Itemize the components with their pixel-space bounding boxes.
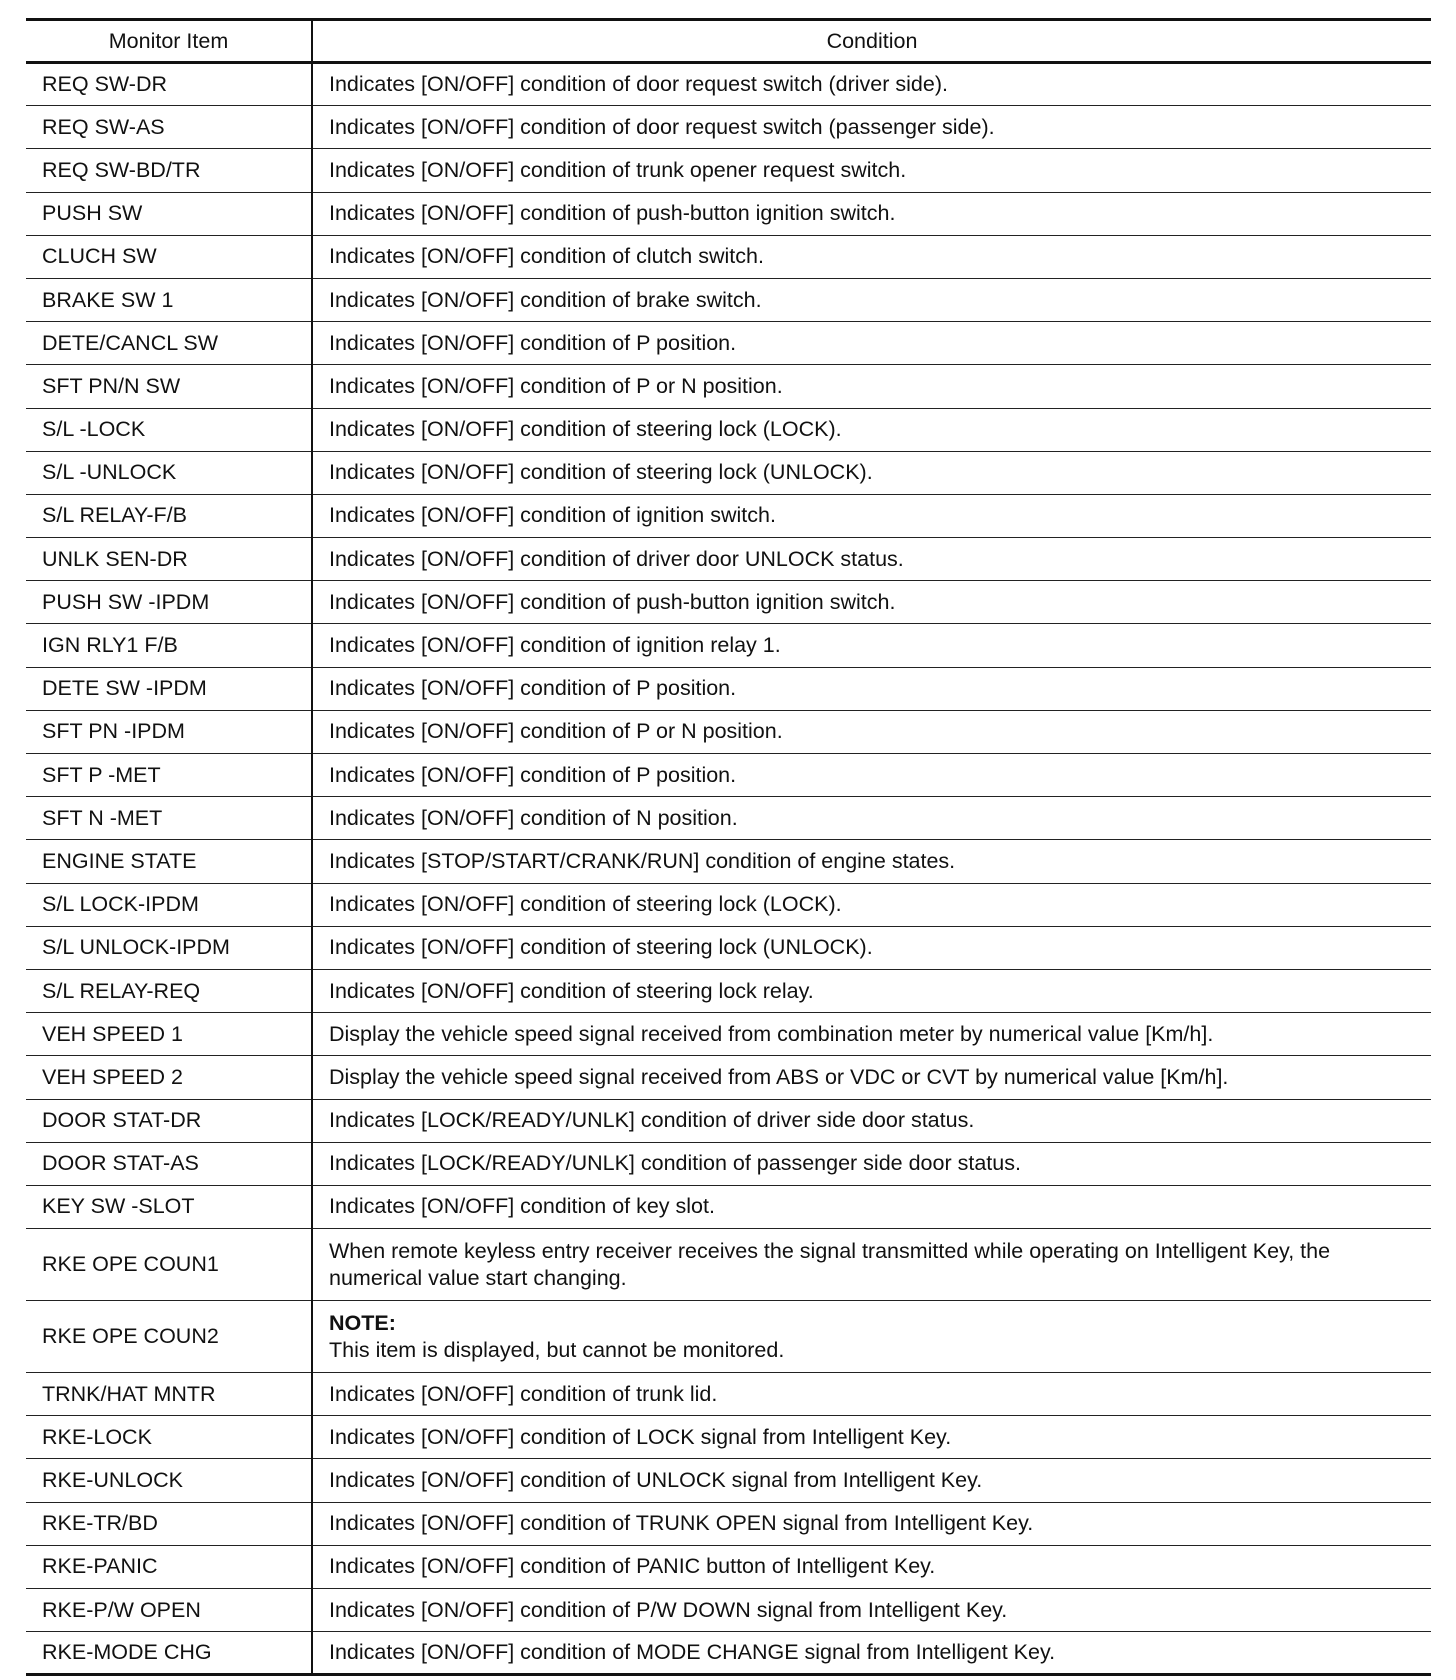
monitor-item-cell: REQ SW-DR — [26, 63, 312, 106]
condition-cell: Indicates [ON/OFF] condition of trunk lid. — [312, 1373, 1431, 1416]
table-row — [26, 1301, 1431, 1373]
table-row — [26, 1459, 1431, 1502]
table-row — [26, 969, 1431, 1012]
monitor-item-cell: S/L RELAY-F/B — [26, 494, 312, 537]
monitor-item-cell: RKE-UNLOCK — [26, 1459, 312, 1502]
condition-cell: Indicates [ON/OFF] condition of ignition relay 1. — [312, 624, 1431, 667]
condition-cell: Indicates [ON/OFF] condition of key slot. — [312, 1185, 1431, 1228]
table-row — [26, 278, 1431, 321]
monitor-item-cell: PUSH SW — [26, 192, 312, 235]
table-row — [26, 1502, 1431, 1545]
note-label: NOTE: — [329, 1310, 396, 1335]
header-condition: Condition — [312, 20, 1431, 63]
monitor-item-cell: SFT N -MET — [26, 797, 312, 840]
condition-cell: Indicates [ON/OFF] condition of steering lock (LOCK). — [312, 883, 1431, 926]
condition-cell: Indicates [ON/OFF] condition of UNLOCK signal from Intelligent Key. — [312, 1459, 1431, 1502]
condition-cell: Indicates [STOP/START/CRANK/RUN] condition of engine states. — [312, 840, 1431, 883]
condition-cell — [312, 1301, 1431, 1373]
table-row — [26, 408, 1431, 451]
condition-cell: Indicates [ON/OFF] condition of steering lock (UNLOCK). — [312, 451, 1431, 494]
monitor-item-cell: DOOR STAT-DR — [26, 1099, 312, 1142]
condition-cell: Indicates [ON/OFF] condition of brake switch. — [312, 278, 1431, 321]
header-row — [26, 20, 1431, 63]
monitor-item-cell: S/L RELAY-REQ — [26, 969, 312, 1012]
table-row — [26, 538, 1431, 581]
condition-cell: Indicates [ON/OFF] condition of P position. — [312, 322, 1431, 365]
monitor-item-cell: TRNK/HAT MNTR — [26, 1373, 312, 1416]
monitor-item-cell: RKE-PANIC — [26, 1545, 312, 1588]
table-row — [26, 1056, 1431, 1099]
table-row — [26, 106, 1431, 149]
monitor-item-cell: SFT PN/N SW — [26, 365, 312, 408]
table-header — [26, 20, 1431, 63]
table-row — [26, 581, 1431, 624]
monitor-item-cell: S/L LOCK-IPDM — [26, 883, 312, 926]
condition-cell: Indicates [ON/OFF] condition of N position. — [312, 797, 1431, 840]
monitor-item-cell: SFT PN -IPDM — [26, 710, 312, 753]
table-row — [26, 754, 1431, 797]
condition-cell: Indicates [ON/OFF] condition of push-button ignition switch. — [312, 192, 1431, 235]
condition-cell: Display the vehicle speed signal received from combination meter by numerical value [Km/h]. — [312, 1013, 1431, 1056]
condition-cell: Indicates [ON/OFF] condition of P position. — [312, 667, 1431, 710]
monitor-item-cell: DOOR STAT-AS — [26, 1142, 312, 1185]
monitor-item-cell: DETE SW -IPDM — [26, 667, 312, 710]
table-row — [26, 797, 1431, 840]
monitor-item-cell: SFT P -MET — [26, 754, 312, 797]
condition-cell: Indicates [LOCK/READY/UNLK] condition of passenger side door status. — [312, 1142, 1431, 1185]
monitor-item-cell: CLUCH SW — [26, 235, 312, 278]
monitor-item-cell: RKE-LOCK — [26, 1416, 312, 1459]
table-row — [26, 667, 1431, 710]
condition-cell: Indicates [ON/OFF] condition of steering lock relay. — [312, 969, 1431, 1012]
table-row — [26, 192, 1431, 235]
monitor-item-cell: REQ SW-AS — [26, 106, 312, 149]
condition-cell: Indicates [ON/OFF] condition of P or N position. — [312, 365, 1431, 408]
condition-cell: Indicates [LOCK/READY/UNLK] condition of driver side door status. — [312, 1099, 1431, 1142]
condition-cell: Indicates [ON/OFF] condition of door request switch (passenger side). — [312, 106, 1431, 149]
table-row — [26, 624, 1431, 667]
table-row — [26, 1545, 1431, 1588]
condition-cell: Display the vehicle speed signal received from ABS or VDC or CVT by numerical value [Km/h]. — [312, 1056, 1431, 1099]
monitor-item-cell: BRAKE SW 1 — [26, 278, 312, 321]
monitor-item-cell: KEY SW -SLOT — [26, 1185, 312, 1228]
monitor-item-cell: RKE-TR/BD — [26, 1502, 312, 1545]
condition-cell: Indicates [ON/OFF] condition of P position. — [312, 754, 1431, 797]
table-row — [26, 1142, 1431, 1185]
monitor-item-cell: IGN RLY1 F/B — [26, 624, 312, 667]
monitor-item-cell: RKE OPE COUN1 — [26, 1229, 312, 1301]
note-text: This item is displayed, but cannot be monitored. — [329, 1337, 785, 1362]
table-row — [26, 1229, 1431, 1301]
condition-cell: Indicates [ON/OFF] condition of PANIC button of Intelligent Key. — [312, 1545, 1431, 1588]
condition-cell: Indicates [ON/OFF] condition of P/W DOWN signal from Intelligent Key. — [312, 1589, 1431, 1632]
condition-cell: Indicates [ON/OFF] condition of driver door UNLOCK status. — [312, 538, 1431, 581]
table-row — [26, 235, 1431, 278]
monitor-item-cell: DETE/CANCL SW — [26, 322, 312, 365]
table-row — [26, 1099, 1431, 1142]
monitor-item-cell: ENGINE STATE — [26, 840, 312, 883]
table-row — [26, 883, 1431, 926]
monitor-item-cell: S/L -LOCK — [26, 408, 312, 451]
condition-cell: Indicates [ON/OFF] condition of push-button ignition switch. — [312, 581, 1431, 624]
monitor-item-cell: RKE-P/W OPEN — [26, 1589, 312, 1632]
condition-cell: When remote keyless entry receiver receives the signal transmitted while operating on Intelligent Key, the numerical value start changing. — [312, 1229, 1431, 1301]
monitor-item-cell: RKE OPE COUN2 — [26, 1301, 312, 1373]
header-monitor-item: Monitor Item — [26, 20, 312, 63]
table-row — [26, 926, 1431, 969]
condition-cell: Indicates [ON/OFF] condition of LOCK signal from Intelligent Key. — [312, 1416, 1431, 1459]
monitor-item-cell: S/L -UNLOCK — [26, 451, 312, 494]
table-row — [26, 63, 1431, 106]
condition-cell: Indicates [ON/OFF] condition of TRUNK OPEN signal from Intelligent Key. — [312, 1502, 1431, 1545]
table-row — [26, 1589, 1431, 1632]
table-row — [26, 840, 1431, 883]
table-row — [26, 494, 1431, 537]
monitor-item-cell: UNLK SEN-DR — [26, 538, 312, 581]
condition-cell: Indicates [ON/OFF] condition of P or N position. — [312, 710, 1431, 753]
monitor-item-cell: PUSH SW -IPDM — [26, 581, 312, 624]
table-row — [26, 1632, 1431, 1675]
monitor-item-cell: S/L UNLOCK-IPDM — [26, 926, 312, 969]
condition-cell: Indicates [ON/OFF] condition of trunk opener request switch. — [312, 149, 1431, 192]
table-row — [26, 1013, 1431, 1056]
monitor-item-cell: REQ SW-BD/TR — [26, 149, 312, 192]
table-row — [26, 1373, 1431, 1416]
condition-cell: Indicates [ON/OFF] condition of steering lock (LOCK). — [312, 408, 1431, 451]
table-row — [26, 322, 1431, 365]
table-body — [26, 63, 1431, 1675]
monitor-item-cell: RKE-MODE CHG — [26, 1632, 312, 1675]
condition-cell: Indicates [ON/OFF] condition of ignition switch. — [312, 494, 1431, 537]
monitor-table — [26, 18, 1431, 1676]
condition-cell: Indicates [ON/OFF] condition of MODE CHANGE signal from Intelligent Key. — [312, 1632, 1431, 1675]
condition-cell: Indicates [ON/OFF] condition of steering lock (UNLOCK). — [312, 926, 1431, 969]
condition-cell: Indicates [ON/OFF] condition of clutch switch. — [312, 235, 1431, 278]
condition-cell: Indicates [ON/OFF] condition of door request switch (driver side). — [312, 63, 1431, 106]
table-row — [26, 149, 1431, 192]
table-row — [26, 1185, 1431, 1228]
table-row — [26, 451, 1431, 494]
table-row — [26, 365, 1431, 408]
table-row — [26, 1416, 1431, 1459]
table-row — [26, 710, 1431, 753]
monitor-item-cell: VEH SPEED 2 — [26, 1056, 312, 1099]
monitor-item-cell: VEH SPEED 1 — [26, 1013, 312, 1056]
